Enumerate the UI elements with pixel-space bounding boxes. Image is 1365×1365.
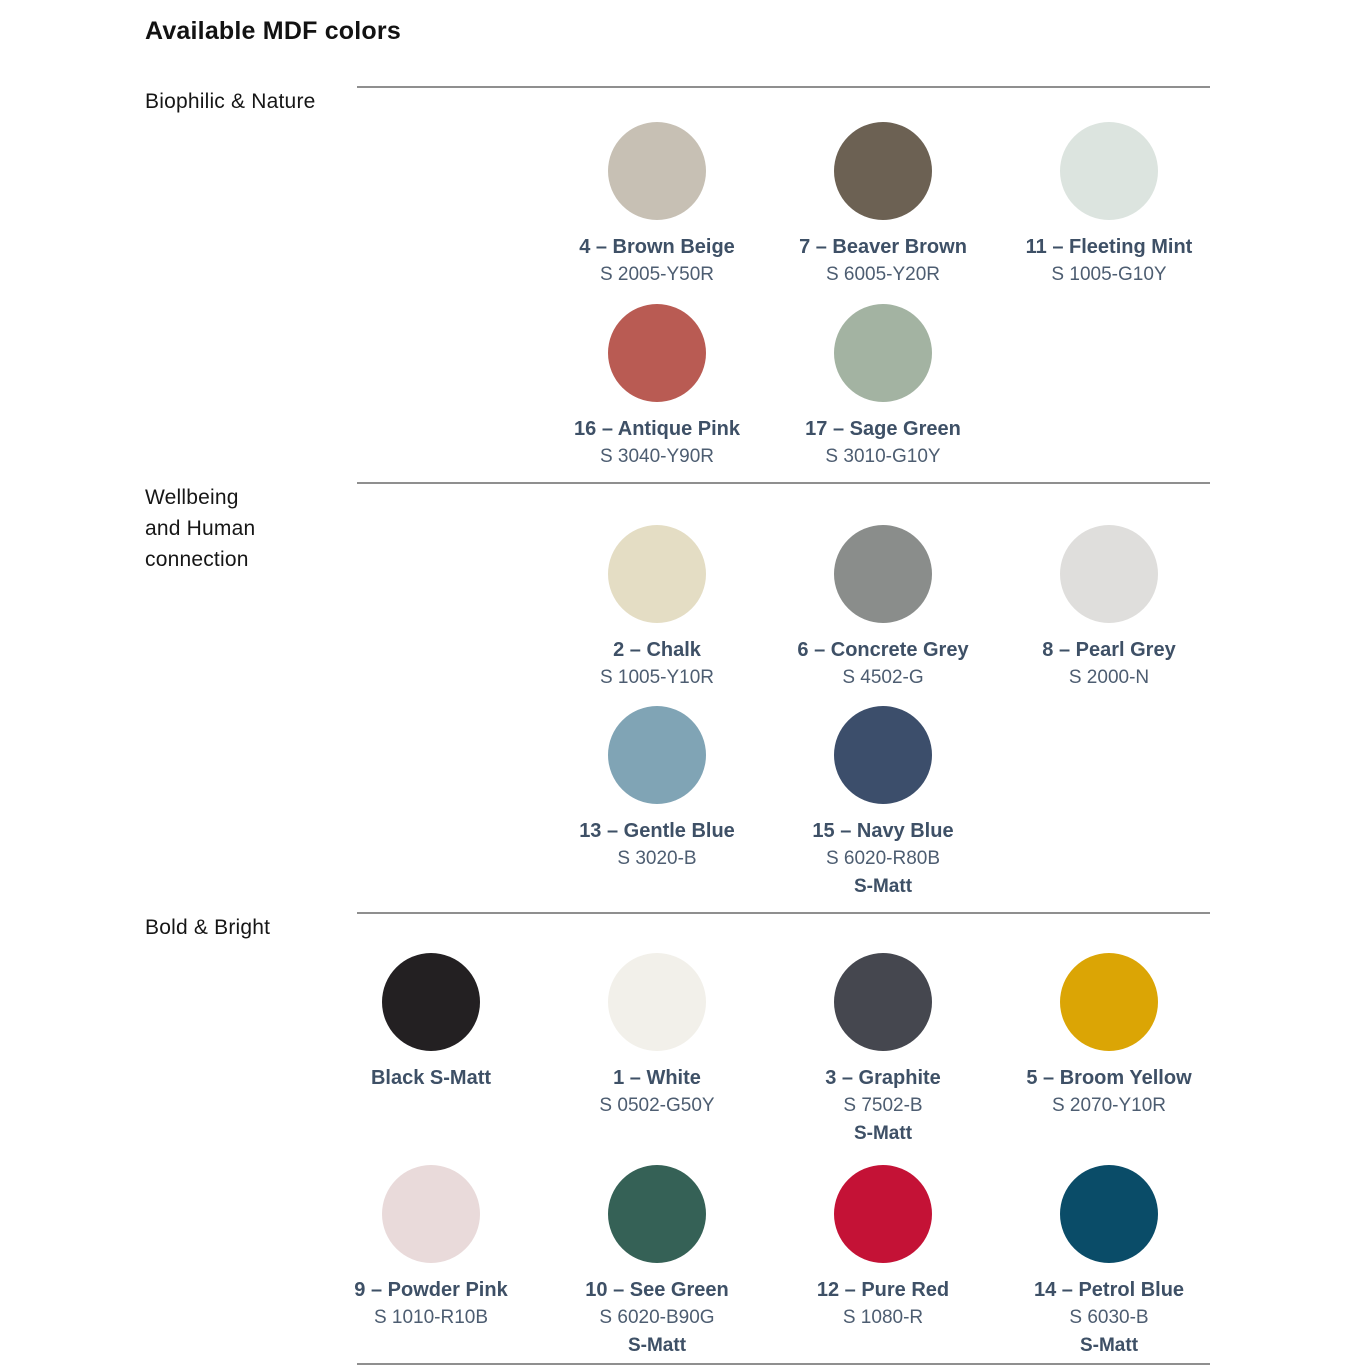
swatch-rows [0, 953, 1365, 1360]
section-label [145, 912, 357, 943]
page-title: Available MDF colors [145, 17, 401, 45]
section-label-line: connection [145, 548, 249, 571]
color-name: 8 – Pearl Grey [1042, 639, 1176, 661]
color-dot [834, 525, 932, 623]
color-swatch-3-graphite [770, 953, 996, 1148]
sections-container [0, 86, 1365, 1360]
color-name: 16 – Antique Pink [574, 418, 740, 440]
color-dot [834, 953, 932, 1051]
color-swatch-10-see-green [544, 1165, 770, 1360]
section-header [145, 912, 1210, 943]
color-name: 4 – Brown Beige [579, 236, 735, 258]
color-code: S 0502-G50Y [599, 1095, 715, 1116]
section-header [145, 482, 1210, 571]
section-label-line: Bold & Bright [145, 916, 271, 939]
color-dot [382, 1165, 480, 1263]
color-swatch-8-pearl-grey [996, 525, 1222, 692]
color-name: 5 – Broom Yellow [1026, 1067, 1192, 1089]
color-name: 10 – See Green [585, 1279, 729, 1301]
color-dot [1060, 122, 1158, 220]
section-label-line: Biophilic & Nature [145, 90, 316, 113]
color-code: S 1005-G10Y [1051, 264, 1167, 285]
color-swatch-9-powder-pink [318, 1165, 544, 1332]
section-divider [357, 482, 1210, 484]
section-bold-bright [0, 912, 1365, 1360]
color-code: S 7502-B [843, 1095, 923, 1116]
color-name: 3 – Graphite [825, 1067, 941, 1089]
color-swatch-17-sage-green [770, 304, 996, 471]
color-code: S 3040-Y90R [599, 446, 715, 467]
color-code: S 1080-R [842, 1307, 924, 1328]
color-dot [382, 953, 480, 1051]
color-dot [608, 122, 706, 220]
color-code: S 6020-R80B [825, 848, 941, 869]
section-label [145, 86, 357, 117]
color-name: 12 – Pure Red [816, 1279, 950, 1301]
color-swatch-black-s-matt [318, 953, 544, 1092]
section-biophilic-nature [0, 86, 1365, 471]
color-swatch-2-chalk [544, 525, 770, 692]
color-finish: S-Matt [1079, 1335, 1139, 1356]
color-dot [834, 1165, 932, 1263]
swatch-row [318, 122, 1365, 289]
color-finish: S-Matt [853, 1123, 913, 1144]
color-code: S 6030-B [1069, 1307, 1149, 1328]
color-code: S 3010-G10Y [825, 446, 941, 467]
color-code: S 4502-G [842, 667, 924, 688]
color-swatch-16-antique-pink [544, 304, 770, 471]
color-dot [834, 304, 932, 402]
color-swatch-15-navy-blue [770, 706, 996, 901]
color-code: S 2070-Y10R [1051, 1095, 1167, 1116]
color-code: S 1010-R10B [373, 1307, 489, 1328]
swatch-rows [0, 525, 1365, 901]
color-dot [608, 706, 706, 804]
color-dot [1060, 953, 1158, 1051]
color-dot [608, 1165, 706, 1263]
color-name: 6 – Concrete Grey [797, 639, 969, 661]
swatch-rows [0, 122, 1365, 471]
color-swatch-6-concrete-grey [770, 525, 996, 692]
color-swatch-14-petrol-blue [996, 1165, 1222, 1360]
swatch-row [318, 1165, 1365, 1360]
color-code: S 2000-N [1068, 667, 1150, 688]
color-name: 13 – Gentle Blue [579, 820, 735, 842]
color-code: S 1005-Y10R [599, 667, 715, 688]
color-name: 17 – Sage Green [805, 418, 961, 440]
color-name: 2 – Chalk [613, 639, 701, 661]
color-swatch-4-brown-beige [544, 122, 770, 289]
color-name: 11 – Fleeting Mint [1025, 236, 1193, 258]
section-label-line: and Human [145, 517, 256, 540]
color-code: S 6005-Y20R [825, 264, 941, 285]
color-dot [834, 706, 932, 804]
color-dot [1060, 1165, 1158, 1263]
section-label-line: Wellbeing [145, 486, 239, 509]
color-dot [608, 525, 706, 623]
section-wellbeing-and-human-connection [0, 482, 1365, 901]
color-swatch-13-gentle-blue [544, 706, 770, 873]
color-name: 1 – White [613, 1067, 701, 1089]
color-name: 14 – Petrol Blue [1033, 1279, 1185, 1301]
color-finish: S-Matt [627, 1335, 687, 1356]
color-swatch-1-white [544, 953, 770, 1120]
section-divider [357, 86, 1210, 88]
color-finish: S-Matt [853, 876, 913, 897]
color-dot [608, 953, 706, 1051]
swatch-row [318, 706, 1365, 901]
section-label [145, 482, 357, 575]
color-dot [1060, 525, 1158, 623]
color-name: 9 – Powder Pink [354, 1279, 508, 1301]
color-name: 7 – Beaver Brown [799, 236, 967, 258]
color-dot [834, 122, 932, 220]
section-divider [357, 912, 1210, 914]
color-name: Black S-Matt [370, 1067, 492, 1089]
color-code: S 3020-B [617, 848, 697, 869]
color-dot [608, 304, 706, 402]
swatch-row [318, 525, 1365, 692]
color-swatch-12-pure-red [770, 1165, 996, 1332]
color-code: S 2005-Y50R [599, 264, 715, 285]
swatch-row [318, 304, 1365, 471]
color-code: S 6020-B90G [599, 1307, 715, 1328]
color-swatch-5-broom-yellow [996, 953, 1222, 1120]
color-swatch-7-beaver-brown [770, 122, 996, 289]
color-swatch-11-fleeting-mint [996, 122, 1222, 289]
color-name: 15 – Navy Blue [812, 820, 954, 842]
swatch-row [318, 953, 1365, 1148]
bottom-divider [357, 1363, 1210, 1365]
section-header [145, 86, 1210, 117]
